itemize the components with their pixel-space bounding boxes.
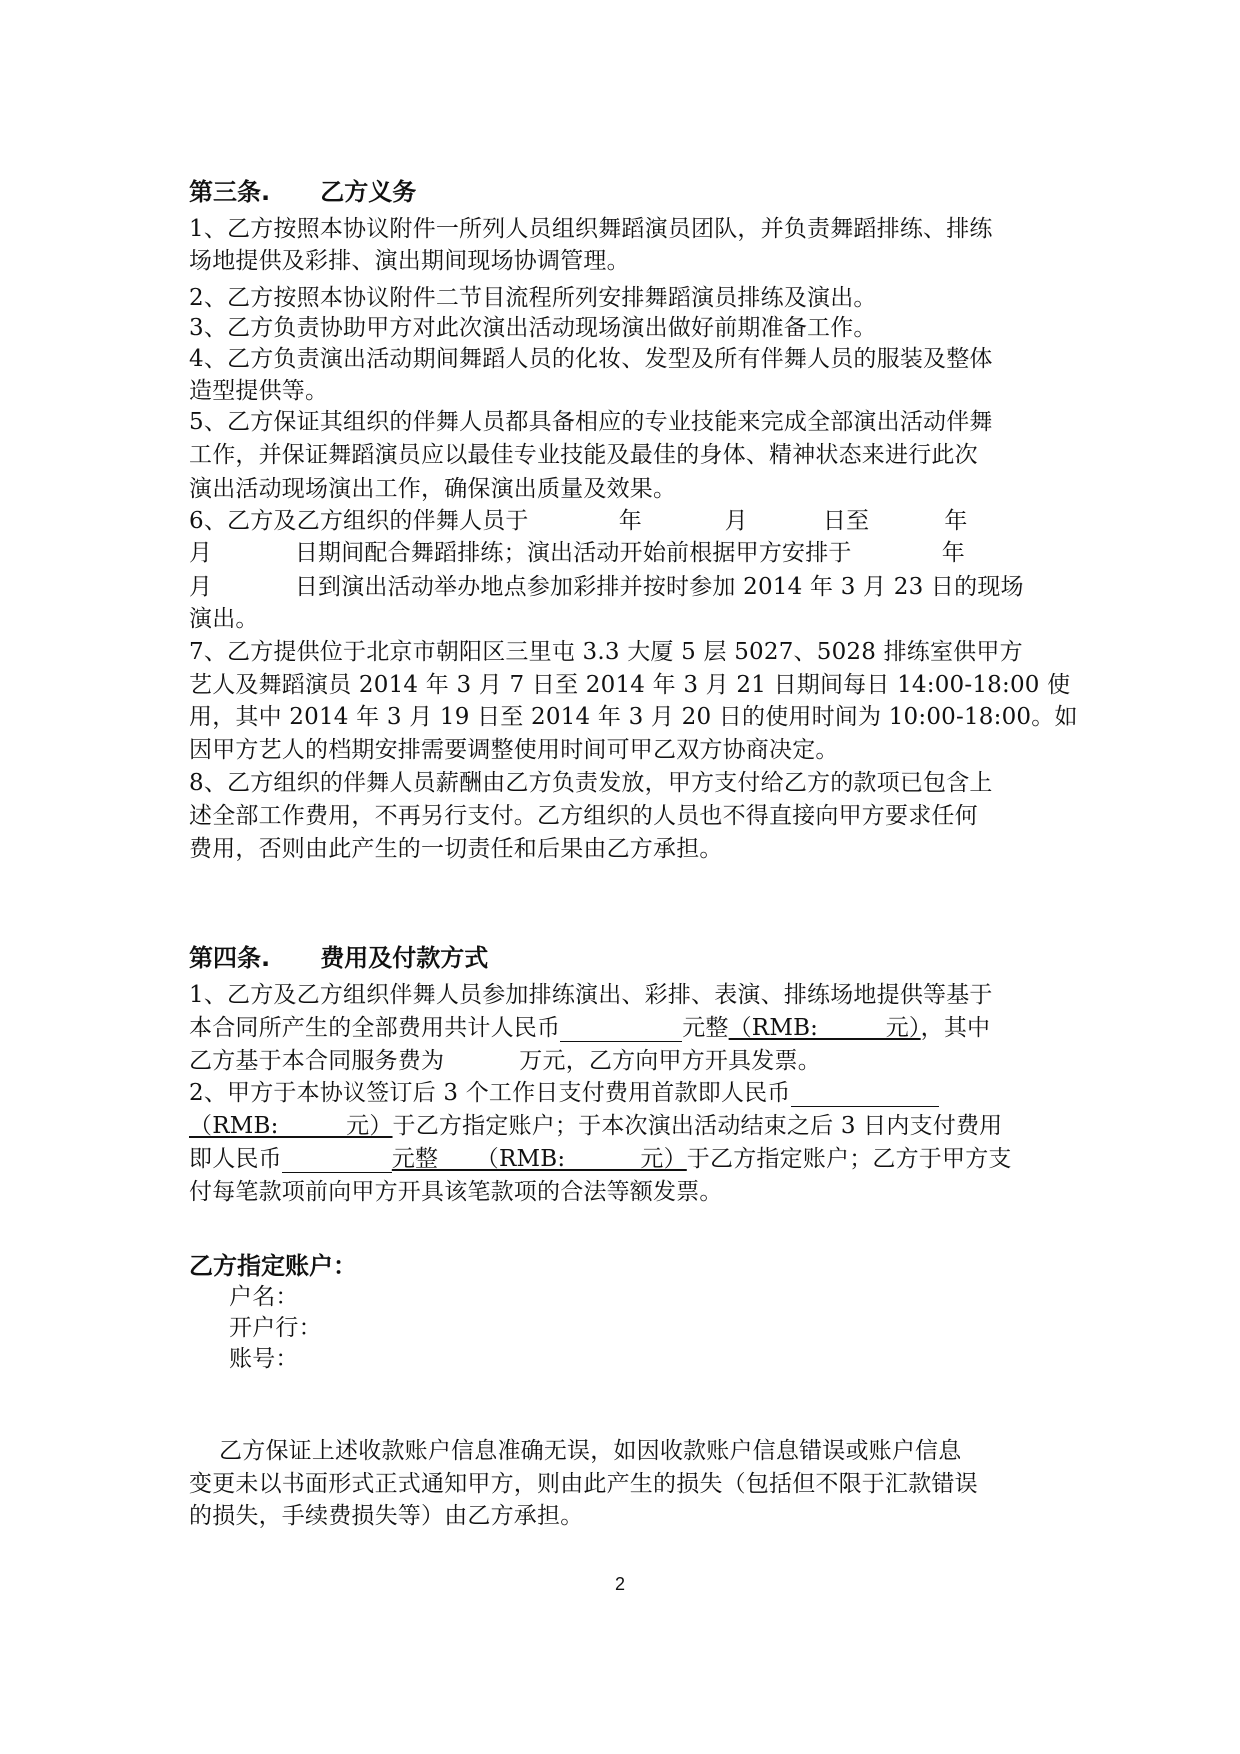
total-fee-tail: ，其中 — [920, 1015, 991, 1041]
section3-title: 第三条. 乙方义务 — [189, 178, 417, 206]
guarantee-line: 乙方保证上述收款账户信息准确无误，如因收款账户信息错误或账户信息 — [189, 1438, 962, 1464]
section3-line: 月 日到演出活动举办地点参加彩排并按时参加 2014 年 3 月 23 日的现场 — [189, 574, 1024, 600]
total-fee-blank — [560, 1017, 682, 1042]
section3-line: 演出。 — [189, 606, 259, 632]
final-payment-rmb: 元整 （RMB: 元） — [391, 1146, 687, 1172]
section3-line: 场地提供及彩排、演出期间现场协调管理。 — [189, 248, 630, 274]
section3-line: 2、乙方按照本协议附件二节目流程所列安排舞蹈演员排练及演出。 — [189, 285, 877, 311]
account-name-label: 户名： — [229, 1284, 299, 1310]
section4-line — [189, 1140, 1012, 1173]
account-number-label: 账号： — [229, 1346, 299, 1372]
section3-line: 述全部工作费用，不再另行支付。乙方组织的人员也不得直接向甲方要求任何 — [189, 803, 978, 829]
first-payment-tail: 于乙方指定账户；于本次演出活动结束之后 3 日内支付费用 — [392, 1113, 1003, 1139]
section4-line — [189, 1009, 990, 1042]
final-payment-tail: 于乙方指定账户；乙方于甲方支 — [686, 1146, 1012, 1172]
account-title: 乙方指定账户： — [189, 1252, 357, 1280]
section4-line: 乙方基于本合同服务费为 万元，乙方向甲方开具发票。 — [189, 1048, 821, 1074]
section3-line: 8、乙方组织的伴舞人员薪酬由乙方负责发放，甲方支付给乙方的款项已包含上 — [189, 770, 993, 796]
first-payment-rmb: （RMB: 元） — [189, 1113, 393, 1139]
section3-line: 费用，否则由此产生的一切责任和后果由乙方承担。 — [189, 836, 723, 862]
total-fee-unit: 元整 — [682, 1015, 729, 1041]
final-payment-text: 即人民币 — [189, 1146, 282, 1172]
section3-line: 7、乙方提供位于北京市朝阳区三里屯 3.3 大厦 5 层 5027、5028 排练室供甲方 — [189, 639, 1023, 665]
section3-line: 工作，并保证舞蹈演员应以最佳专业技能及最佳的身体、精神状态来进行此次 — [189, 442, 978, 468]
final-payment-blank — [282, 1148, 392, 1173]
section3-line: 用，其中 2014 年 3 月 19 日至 2014 年 3 月 20 日的使用时间为 10:00-18:00。如 — [189, 704, 1078, 730]
section4-line: 付每笔款项前向甲方开具该笔款项的合法等额发票。 — [189, 1179, 723, 1205]
account-bank-label: 开户行： — [229, 1315, 322, 1341]
section3-line: 4、乙方负责演出活动期间舞蹈人员的化妆、发型及所有伴舞人员的服装及整体 — [189, 346, 993, 372]
section4-line — [189, 1107, 1002, 1140]
guarantee-line: 的损失，手续费损失等）由乙方承担。 — [189, 1503, 584, 1529]
first-payment-text: 2、甲方于本协议签订后 3 个工作日支付费用首款即人民币 — [189, 1080, 791, 1106]
section3-line: 艺人及舞蹈演员 2014 年 3 月 7 日至 2014 年 3 月 21 日期间每日 14:00-18:00 使 — [189, 672, 1071, 698]
section3-line: 3、乙方负责协助甲方对此次演出活动现场演出做好前期准备工作。 — [189, 315, 877, 341]
section4-line: 1、乙方及乙方组织伴舞人员参加排练演出、彩排、表演、排练场地提供等基于 — [189, 982, 993, 1008]
guarantee-line: 变更未以书面形式正式通知甲方，则由此产生的损失（包括但不限于汇款错误 — [189, 1471, 978, 1497]
first-payment-blank — [791, 1082, 939, 1107]
section3-line: 演出活动现场演出工作，确保演出质量及效果。 — [189, 476, 677, 502]
section3-line: 因甲方艺人的档期安排需要调整使用时间可甲乙双方协商决定。 — [189, 737, 839, 763]
section4-line — [189, 1074, 939, 1107]
section3-line: 5、乙方保证其组织的伴舞人员都具备相应的专业技能来完成全部演出活动伴舞 — [189, 409, 993, 435]
section3-line: 月 日期间配合舞蹈排练；演出活动开始前根据甲方安排于 年 — [189, 540, 965, 566]
section3-line: 造型提供等。 — [189, 378, 329, 404]
page-number: 2 — [614, 1574, 625, 1594]
section3-line: 1、乙方按照本协议附件一所列人员组织舞蹈演员团队，并负责舞蹈排练、排练 — [189, 216, 993, 242]
section3-line: 6、乙方及乙方组织的伴舞人员于 年 月 日至 年 — [189, 508, 968, 534]
section4-title: 第四条. 费用及付款方式 — [189, 944, 489, 972]
total-fee-text: 本合同所产生的全部费用共计人民币 — [189, 1015, 561, 1041]
total-fee-rmb: （RMB: 元） — [728, 1015, 921, 1041]
